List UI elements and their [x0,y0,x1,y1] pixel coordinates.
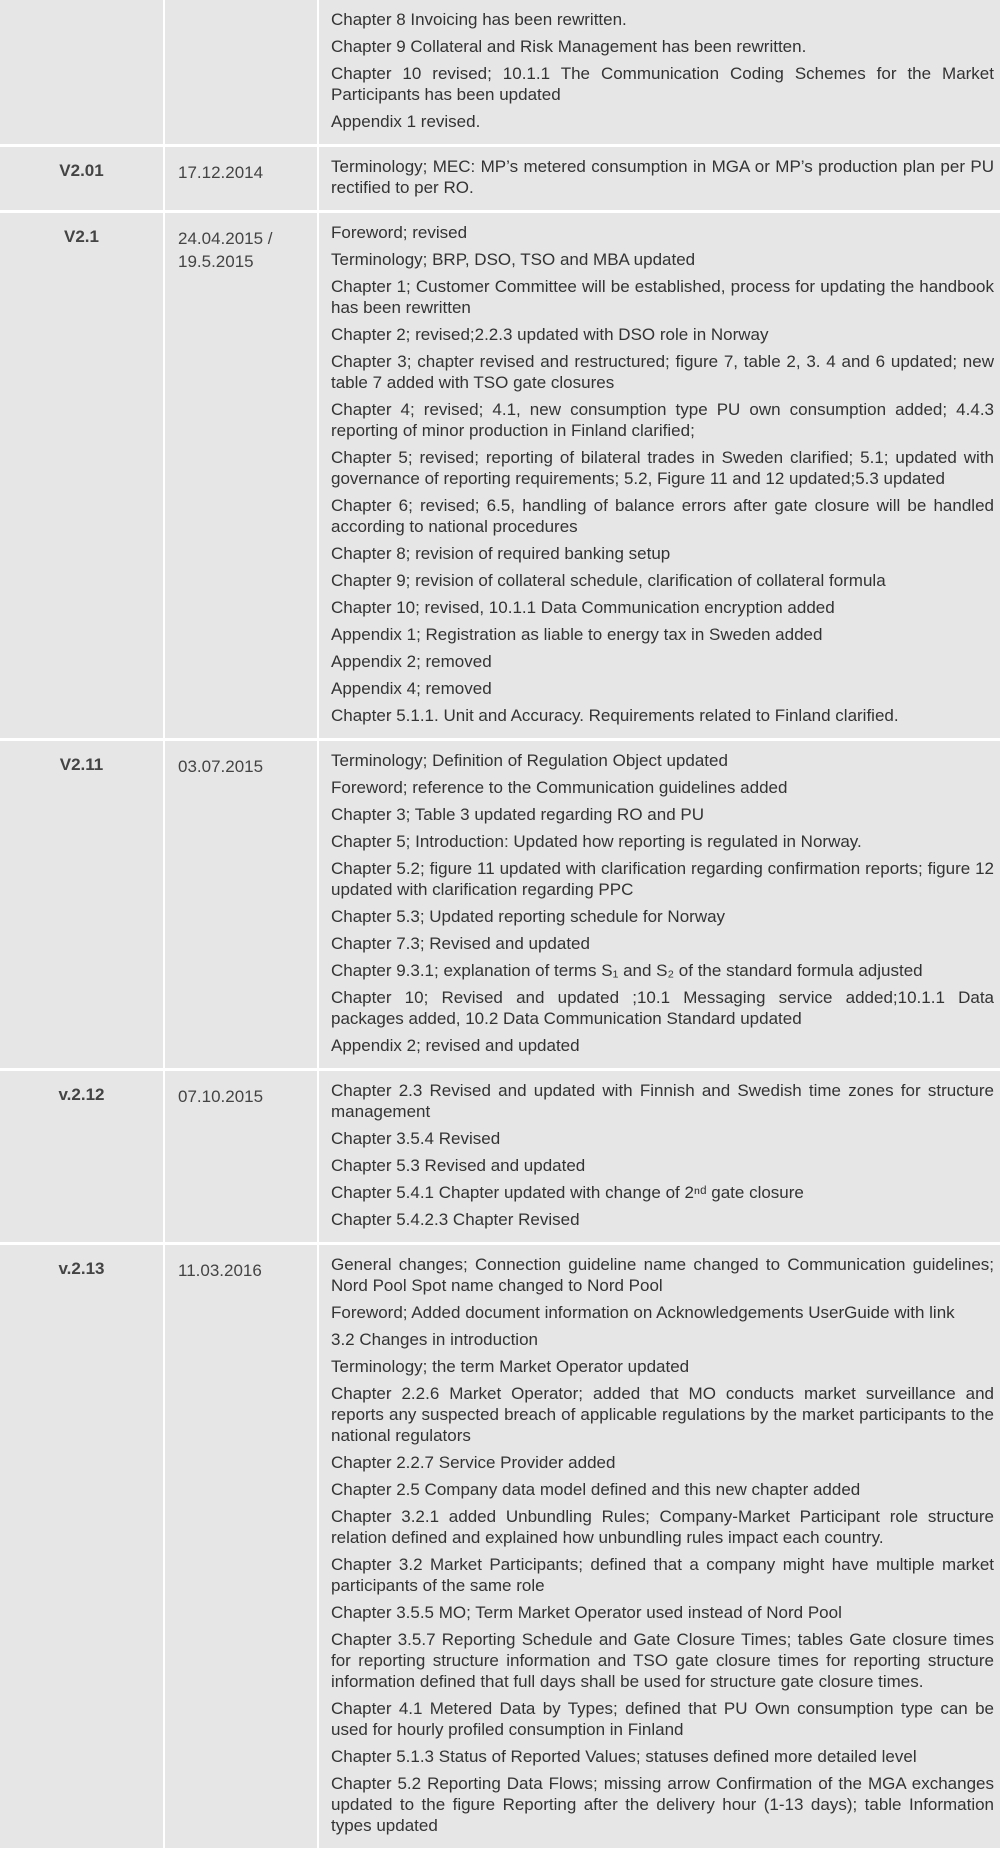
description-cell [319,1245,1000,1851]
change-entry: Chapter 2; revised;2.2.3 updated with DSO role in Norway [331,325,769,344]
change-entry: Chapter 7.3; Revised and updated [331,934,590,953]
change-entry: Chapter 1; Customer Committee will be established, process for updating the handbook has been rewritten [331,277,994,317]
change-entry: General changes; Connection guideline name changed to Communication guidelines; Nord Pool Spot name changed to Nord Pool [331,1255,994,1295]
change-entry: Chapter 3.2.1 added Unbundling Rules; Company-Market Participant role structure relation defined and explained how unbundling rules impact each country. [331,1507,994,1547]
change-entry: Chapter 3.2 Market Participants; defined that a company might have multiple market participants of the same role [331,1555,994,1595]
version-cell [0,1245,165,1851]
change-entry: Foreword; reference to the Communication guidelines added [331,778,788,797]
change-entry: Chapter 5.2; figure 11 updated with clarification regarding confirmation reports; figure 12 updated with clarification regarding PPC [331,859,994,899]
description-cell [319,213,1000,741]
revision-row [0,213,1000,741]
date-cell [165,0,319,147]
version-label: V2.01 [59,161,104,180]
revision-row [0,147,1000,213]
change-entry: Appendix 2; revised and updated [331,1036,580,1055]
change-entry: Chapter 3.5.5 MO; Term Market Operator used instead of Nord Pool [331,1603,842,1622]
version-label: V2.1 [64,227,99,246]
revision-row [0,741,1000,1071]
change-entry: Chapter 2.3 Revised and updated with Finnish and Swedish time zones for structure management [331,1081,994,1121]
change-entry: 3.2 Changes in introduction [331,1330,538,1349]
description-cell [319,1071,1000,1245]
version-label: v.2.12 [58,1085,105,1104]
date-cell [165,1245,319,1851]
change-entry: Chapter 4; revised; 4.1, new consumption type PU own consumption added; 4.4.3 reporting of minor production in Finland clarified; [331,400,994,440]
change-entry: Chapter 8; revision of required banking setup [331,544,671,563]
change-entry: Appendix 1 revised. [331,112,481,131]
version-cell [0,741,165,1071]
change-entry: Chapter 10; Revised and updated ;10.1 Messaging service added;10.1.1 Data packages added, 10.2 Data Communication Standard updated [331,988,994,1028]
change-entry: Chapter 8 Invoicing has been rewritten. [331,10,627,29]
version-cell [0,0,165,147]
date-label: 17.12.2014 [178,163,264,182]
change-entry: Appendix 4; removed [331,679,492,698]
change-entry: Chapter 3.5.7 Reporting Schedule and Gate Closure Times; tables Gate closure times for reporting structure information and TSO gate closure times for reporting structure information defined that full days shall be used for structure gate closure times. [331,1630,994,1691]
change-entry: Chapter 9.3.1; explanation of terms S₁ and S₂ of the standard formula adjusted [331,961,923,980]
change-entry: Chapter 5; Introduction: Updated how reporting is regulated in Norway. [331,832,862,851]
version-label: V2.11 [59,755,104,774]
change-entry: Chapter 2.2.7 Service Provider added [331,1453,616,1472]
change-entry: Chapter 2.5 Company data model defined and this new chapter added [331,1480,861,1499]
date-cell [165,741,319,1071]
change-entry: Chapter 5.4.1 Chapter updated with change of 2ⁿᵈ gate closure [331,1183,804,1202]
change-entry: Chapter 6; revised; 6.5, handling of balance errors after gate closure will be handled according to national procedures [331,496,994,536]
date-cell [165,147,319,213]
date-label: 07.10.2015 [178,1087,264,1106]
change-entry: Chapter 10 revised; 10.1.1 The Communication Coding Schemes for the Market Participants has been updated [331,64,994,104]
change-entry: Chapter 5.1.1. Unit and Accuracy. Requirements related to Finland clarified. [331,706,899,725]
change-entry: Chapter 5.3; Updated reporting schedule for Norway [331,907,726,926]
change-entry: Chapter 3; chapter revised and restructured; figure 7, table 2, 3. 4 and 6 updated; new table 7 added with TSO gate closures [331,352,994,392]
change-entry: Terminology; MEC: MP’s metered consumption in MGA or MP’s production plan per PU rectified to per RO. [331,157,994,197]
description-cell [319,0,1000,147]
change-entry: Foreword; Added document information on Acknowledgements UserGuide with link [331,1303,955,1322]
change-entry: Foreword; revised [331,223,468,242]
change-entry: Chapter 3; Table 3 updated regarding RO and PU [331,805,704,824]
revision-row [0,0,1000,147]
change-entry: Appendix 2; removed [331,652,492,671]
date-cell [165,213,319,741]
date-label: 03.07.2015 [178,757,264,776]
change-entry: Chapter 5; revised; reporting of bilateral trades in Sweden clarified; 5.1; updated with governance of reporting requirements; 5.2, Figure 11 and 12 updated;5.3 updated [331,448,994,488]
change-entry: Chapter 3.5.4 Revised [331,1129,501,1148]
date-cell [165,1071,319,1245]
change-entry: Chapter 5.4.2.3 Chapter Revised [331,1210,580,1229]
version-cell [0,1071,165,1245]
change-entry: Chapter 5.3 Revised and updated [331,1156,586,1175]
change-entry: Chapter 9; revision of collateral schedule, clarification of collateral formula [331,571,886,590]
change-entry: Terminology; BRP, DSO, TSO and MBA updated [331,250,696,269]
change-entry: Appendix 1; Registration as liable to energy tax in Sweden added [331,625,823,644]
version-cell [0,147,165,213]
change-entry: Chapter 2.2.6 Market Operator; added that MO conducts market surveillance and reports any suspected breach of applicable regulations by the market participants to the national regulators [331,1384,994,1445]
description-cell [319,741,1000,1071]
change-entry: Chapter 5.1.3 Status of Reported Values; statuses defined more detailed level [331,1747,917,1766]
change-entry: Chapter 9 Collateral and Risk Management has been rewritten. [331,37,807,56]
change-entry: Chapter 5.2 Reporting Data Flows; missing arrow Confirmation of the MGA exchanges updated to the figure Reporting after the delivery hour (1-13 days); table Information types updated [331,1774,994,1835]
revision-row [0,1071,1000,1245]
change-entry: Terminology; Definition of Regulation Object updated [331,751,728,770]
version-label: v.2.13 [58,1259,105,1278]
change-entry: Chapter 4.1 Metered Data by Types; defined that PU Own consumption type can be used for hourly profiled consumption in Finland [331,1699,994,1739]
change-entry: Chapter 10; revised, 10.1.1 Data Communication encryption added [331,598,835,617]
change-entry: Terminology; the term Market Operator updated [331,1357,690,1376]
date-label: 11.03.2016 [178,1261,262,1280]
date-label: 24.04.2015 / 19.5.2015 [178,229,273,271]
version-cell [0,213,165,741]
revision-row [0,1245,1000,1851]
description-cell [319,147,1000,213]
